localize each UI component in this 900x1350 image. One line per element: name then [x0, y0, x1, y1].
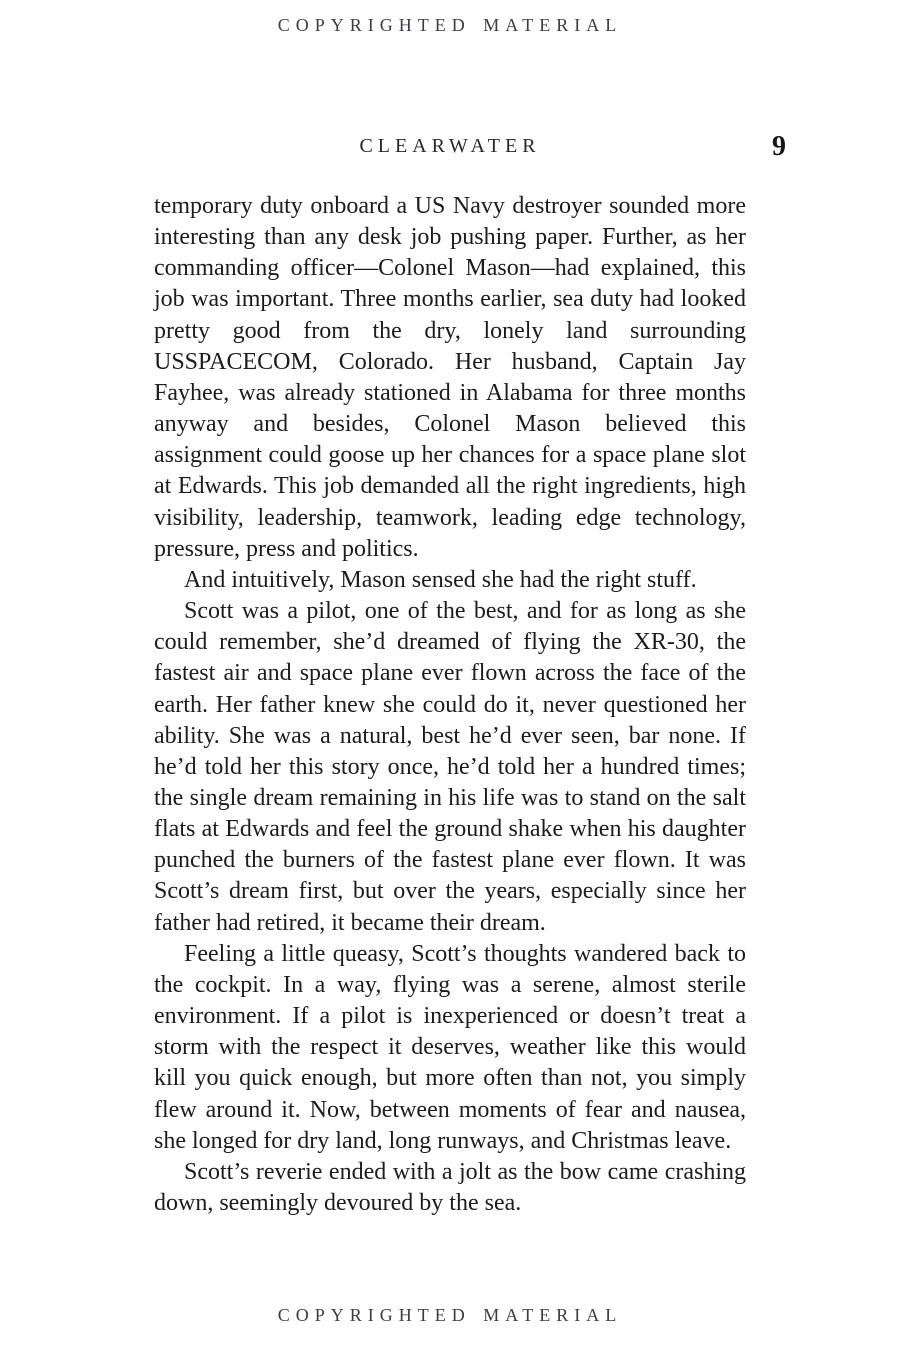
page-number: 9	[772, 131, 786, 162]
copyright-banner-bottom: copyrighted material	[277, 1298, 623, 1327]
paragraph: Feeling a little queasy, Scott’s thoughts wandered back to the cockpit. In a way, flying was a serene, almost sterile environment. If a pilot is inexperienced or doesn’t treat a storm with the respect it deserves, weather like this would kill you quick enough, but more often than not, you simply flew around it. Now, between moments of fear and nausea, she longed for dry land, long runways, and Christmas leave.	[154, 940, 746, 1154]
paragraph: Scott was a pilot, one of the best, and for as long as she could remember, she’d dreamed of flying the XR-30, the fastest air and space plane ever flown across the face of the earth. Her father knew she could do it, never questioned her ability. She was a natural, best he’d ever seen, bar none. If he’d told her this story once, he’d told her a hundred times; the single dream remaining in his life was to stand on the salt flats at Edwards and feel the ground shake when his daughter punched the burners of the fastest plane ever flown. It was Scott’s dream first, but over the years, especially since her father had retired, it became their dream.	[154, 598, 746, 936]
running-header-title: CLEARWATER	[359, 135, 541, 157]
body-text	[154, 191, 746, 1219]
paragraph: Scott’s reverie ended with a jolt as the bow came crashing down, seemingly devoured by the sea.	[154, 1158, 746, 1216]
paragraph: temporary duty onboard a US Navy destroyer sounded more interesting than any desk job pushing paper. Further, as her commanding officer—Colonel Mason—had explained, this job was important. Three months earlier, sea duty had looked pretty good from the dry, lonely land surrounding USSPACECOM, Colorado. Her husband, Captain Jay Fayhee, was already stationed in Alabama for three months anyway and besides, Colonel Mason believed this assignment could goose up her chances for a space plane slot at Edwards. This job demanded all the right ingredients, high visibility, leadership, teamwork, leading edge technology, pressure, press and politics.	[154, 193, 746, 562]
copyright-banner-top: copyrighted material	[277, 8, 623, 37]
running-header	[0, 131, 900, 165]
paragraph: And intuitively, Mason sensed she had the right stuff.	[184, 566, 697, 593]
